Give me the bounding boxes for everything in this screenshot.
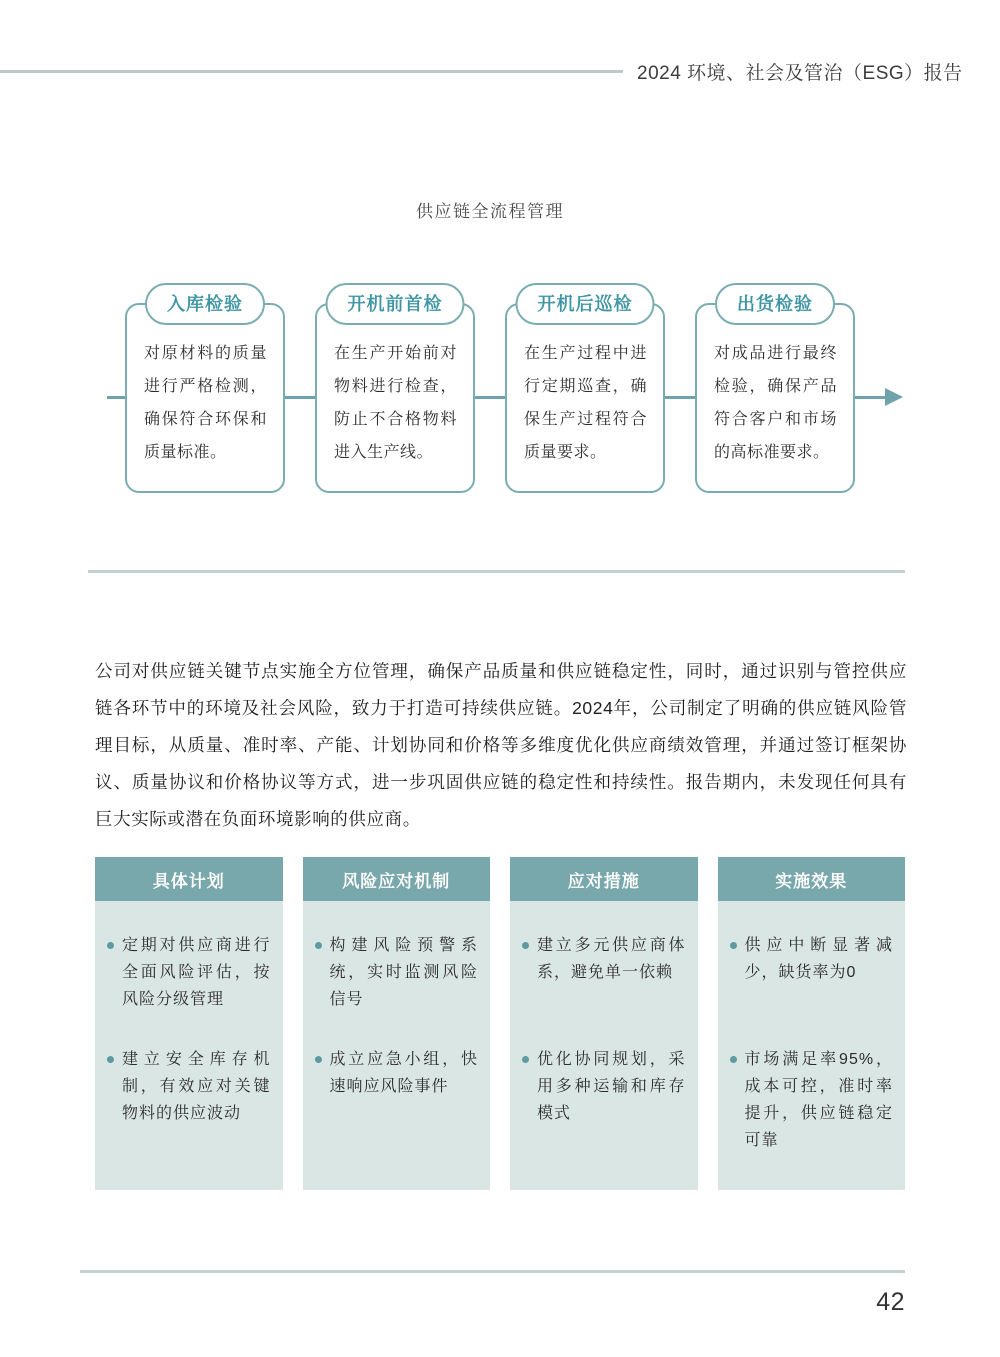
supply-chain-flow-diagram: [125, 283, 855, 498]
flow-step-description: 对原材料的质量进行严格检测，确保符合环保和质量标准。: [144, 345, 267, 461]
section-divider: [88, 570, 905, 573]
header-rule: [0, 70, 623, 73]
bullet-dot-icon: [107, 1056, 114, 1063]
flow-step-title: 开机后巡检: [516, 283, 655, 325]
flow-steps: [125, 283, 855, 493]
flow-arrow-icon: [885, 388, 903, 406]
list-item: [105, 932, 271, 1046]
flow-step-description: 对成品进行最终检验，确保产品符合客户和市场的高标准要求。: [714, 345, 837, 461]
list-item-text: 市场满足率95%，成本可控，准时率提升，供应链稳定可靠: [744, 1051, 893, 1149]
list-item: [105, 1046, 271, 1127]
list-item: [520, 932, 686, 1046]
list-item: [313, 932, 479, 1046]
bullet-dot-icon: [315, 942, 322, 949]
flow-step-description: 在生产开始前对物料进行检查，防止不合格物料进入生产线。: [334, 345, 457, 461]
column-header: 实施效果: [718, 857, 906, 901]
bullet-dot-icon: [522, 1056, 529, 1063]
body-paragraph: 公司对供应链关键节点实施全方位管理，确保产品质量和供应链稳定性，同时，通过识别与管控供应链各环节中的环境及社会风险，致力于打造可持续供应链。2024年，公司制定了明确的供应链风险管理目标，从质量、准时率、产能、计划协同和价格等多维度优化供应商绩效管理，并通过签订框架协议、质量协议和价格协议等方式，进一步巩固供应链的稳定性和持续性。报告期内，未发现任何具有巨大实际或潜在负面环境影响的供应商。: [95, 661, 907, 829]
flow-step-card: [315, 303, 475, 493]
bullet-dot-icon: [730, 942, 737, 949]
list-item-text: 成立应急小组，快速响应风险事件: [329, 1051, 478, 1095]
flow-step-card: [125, 303, 285, 493]
list-item-text: 构建风险预警系统，实时监测风险信号: [329, 937, 478, 1008]
flow-step-incoming-inspection: [125, 283, 285, 493]
report-title: 2024 环境、社会及管治（ESG）报告: [637, 63, 963, 84]
list-item: [520, 1046, 686, 1127]
bullet-dot-icon: [107, 942, 114, 949]
column-implementation-results: [718, 857, 906, 1190]
flow-step-title: 出货检验: [715, 283, 835, 325]
flow-step-title: 开机前首检: [326, 283, 465, 325]
column-body: [95, 901, 283, 1190]
column-specific-plans: [95, 857, 283, 1190]
flow-step-in-process-patrol: [505, 283, 665, 493]
list-item-text: 供应中断显著减少，缺货率为0: [744, 937, 893, 981]
column-header: 应对措施: [510, 857, 698, 901]
list-item-text: 建立多元供应商体系，避免单一依赖: [537, 937, 686, 981]
flow-step-card: [505, 303, 665, 493]
page-number: 42: [876, 1288, 905, 1316]
column-header: 风险应对机制: [303, 857, 491, 901]
column-header: 具体计划: [95, 857, 283, 901]
list-item-text: 建立安全库存机制，有效应对关键物料的供应波动: [122, 1051, 271, 1122]
flow-step-pre-start-check: [315, 283, 475, 493]
flow-step-shipment-inspection: [695, 283, 855, 493]
list-item-text: 优化协同规划，采用多种运输和库存模式: [537, 1051, 686, 1122]
list-item: [728, 932, 894, 1046]
column-body: [718, 901, 906, 1190]
bullet-dot-icon: [522, 942, 529, 949]
list-item: [313, 1046, 479, 1100]
flow-step-title: 入库检验: [145, 283, 265, 325]
risk-management-columns: [95, 857, 905, 1190]
section-title: 供应链全流程管理: [416, 202, 564, 221]
page-header: [0, 58, 1000, 88]
column-risk-response-mechanism: [303, 857, 491, 1190]
bullet-dot-icon: [730, 1056, 737, 1063]
flow-step-card: [695, 303, 855, 493]
column-body: [510, 901, 698, 1190]
column-body: [303, 901, 491, 1190]
footer-divider: [80, 1270, 905, 1273]
bullet-dot-icon: [315, 1056, 322, 1063]
column-response-measures: [510, 857, 698, 1190]
list-item: [728, 1046, 894, 1154]
list-item-text: 定期对供应商进行全面风险评估，按风险分级管理: [122, 937, 271, 1008]
flow-step-description: 在生产过程中进行定期巡查，确保生产过程符合质量要求。: [524, 345, 647, 461]
